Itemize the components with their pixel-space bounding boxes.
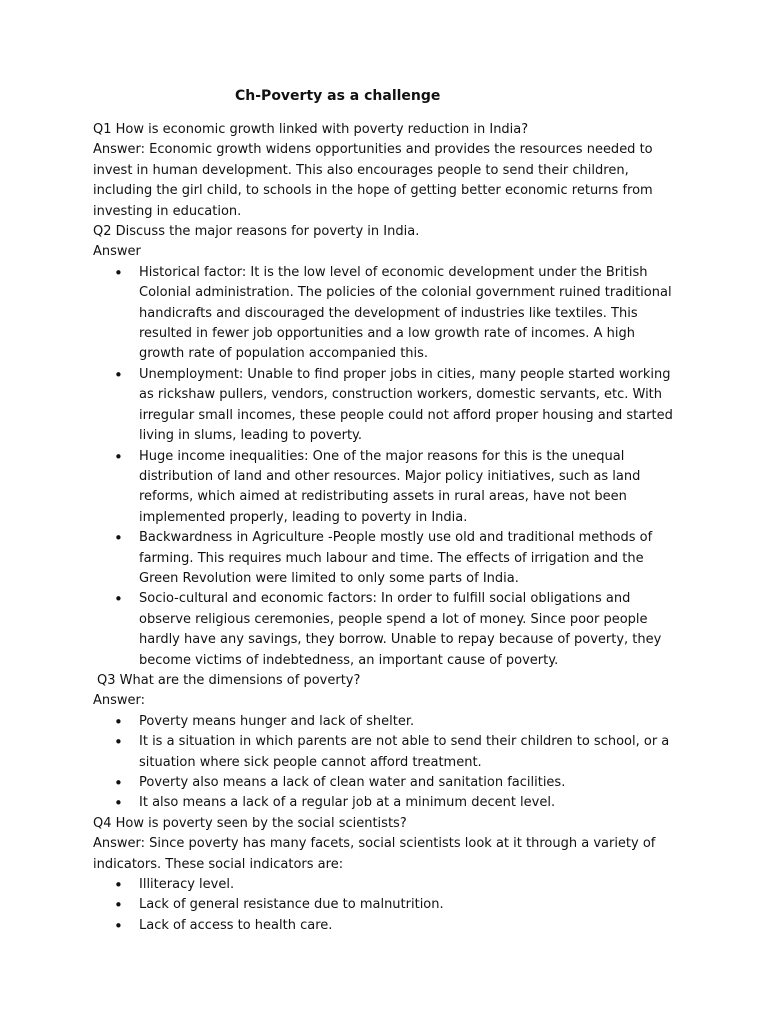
list-item: • Lack of access to health care.	[93, 916, 683, 936]
list-item: • Poverty means hunger and lack of shelter.	[93, 712, 683, 732]
q2-answer-label: Answer	[93, 244, 141, 260]
q2-question: Q2 Discuss the major reasons for poverty in India.	[93, 224, 420, 240]
q3-bullet-list	[93, 712, 683, 814]
list-item: • Poverty also means a lack of clean water and sanitation facilities.	[93, 773, 683, 793]
list-item: • It is a situation in which parents are not able to send their children to school, or a situation where sick people cannot afford treatment.	[93, 732, 683, 773]
list-item: • Historical factor: It is the low level of economic development under the British Colonial administration. The policies of the colonial government ruined traditional handicrafts and discouraged the development of industries like textiles. This resulted in fewer job opportunities and a low growth rate of incomes. A high growth rate of population accompanied this.	[93, 263, 683, 365]
document-page	[93, 86, 683, 936]
q1-answer: Answer: Economic growth widens opportunities and provides the resources needed to invest in human development. This also encourages people to send their children, including the girl child, to schools in the hope of getting better economic returns from investing in education.	[93, 142, 653, 219]
q3-answer-label: Answer:	[93, 693, 146, 709]
q4-answer: Answer: Since poverty has many facets, social scientists look at it through a variety of indicators. These social indicators are:	[93, 836, 656, 872]
list-item: • Unemployment: Unable to find proper jobs in cities, many people started working as rickshaw pullers, vendors, construction workers, domestic servants, etc. With irregular small incomes, these people could not afford proper housing and started living in slums, leading to poverty.	[93, 365, 683, 447]
q2-bullet-list	[93, 263, 683, 671]
list-item: • Illiteracy level.	[93, 875, 683, 895]
q3-question: Q3 What are the dimensions of poverty?	[97, 672, 361, 688]
list-item: • Backwardness in Agriculture -People mostly use old and traditional methods of farming. This requires much labour and time. The effects of irrigation and the Green Revolution were limited to only some parts of India.	[93, 528, 683, 589]
q4-question: Q4 How is poverty seen by the social scientists?	[93, 815, 407, 831]
q4-bullet-list	[93, 875, 683, 936]
list-item: • Huge income inequalities: One of the major reasons for this is the unequal distribution of land and other resources. Major policy initiatives, such as land reforms, which aimed at redistributing assets in rural areas, have not been implemented properly, leading to poverty in India.	[93, 447, 683, 529]
page-title: Ch-Poverty as a challenge	[235, 88, 441, 104]
list-item: • Lack of general resistance due to malnutrition.	[93, 895, 683, 915]
list-item: • It also means a lack of a regular job at a minimum decent level.	[93, 793, 683, 813]
q1-question: Q1 How is economic growth linked with poverty reduction in India?	[93, 122, 529, 137]
list-item: • Socio-cultural and economic factors: In order to fulfill social obligations and observe religious ceremonies, people spend a lot of money. Since poor people hardly have any savings, they borrow. Unable to repay because of poverty, they become victims of indebtedness, an important cause of poverty.	[93, 589, 683, 671]
